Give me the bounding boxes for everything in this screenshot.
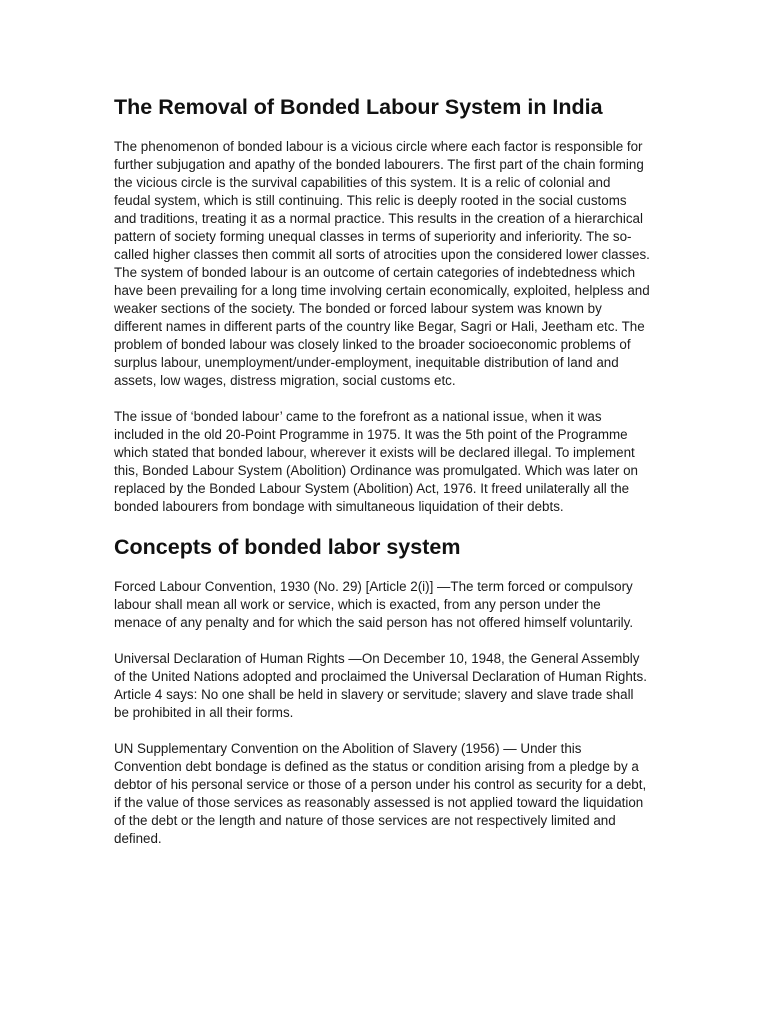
page-title: The Removal of Bonded Labour System in India [114, 95, 603, 119]
document-page [114, 94, 650, 866]
paragraph-un-supplementary-convention: UN Supplementary Convention on the Abolition of Slavery (1956) — Under this Convention debt bondage is defined as the status or condition arising from a pledge by a debtor of his personal service or those of a person under his control as security for a debt, if the value of those services as reasonably assessed is not applied toward the liquidation of the debt or the length and nature of those services are not respectively limited and defined. [114, 741, 647, 846]
section-heading: Concepts of bonded labor system [114, 535, 461, 559]
paragraph-udhr: Universal Declaration of Human Rights —On December 10, 1948, the General Assembly of the United Nations adopted and proclaimed the Universal Declaration of Human Rights. Article 4 says: No one shall be held in slavery or servitude; slavery and slave trade shall be prohibited in all their forms. [114, 651, 647, 720]
paragraph-forced-labour-convention: Forced Labour Convention, 1930 (No. 29) [Article 2(i)] —The term forced or compulsory labour shall mean all work or service, which is exacted, from any person under the menace of any penalty and for which the said person has not offered himself voluntarily. [114, 579, 634, 630]
paragraph-intro: The phenomenon of bonded labour is a vicious circle where each factor is responsible for further subjugation and apathy of the bonded labourers. The first part of the chain forming the vicious circle is the survival capabilities of this system. It is a relic of colonial and feudal system, which is still continuing. This relic is deeply rooted in the social customs and traditions, treating it as a normal practice. This results in the creation of a hierarchical pattern of society forming unequal classes in terms of superiority and inferiority. The so-called higher classes then commit all sorts of atrocities upon the considered lower classes. The system of bonded labour is an outcome of certain categories of indebtedness which have been prevailing for a long time involving certain economically, exploited, helpless and weaker sections of the society. The bonded or forced labour system was known by different names in different parts of the country like Begar, Sagri or Hali, Jeetham etc. The problem of bonded labour was closely linked to the broader socioeconomic problems of surplus labour, unemployment/under-employment, inequitable distribution of land and assets, low wages, distress migration, social customs etc. [114, 139, 650, 388]
paragraph-20-point-programme: The issue of ‘bonded labour’ came to the forefront as a national issue, when it was included in the old 20-Point Programme in 1975. It was the 5th point of the Programme which stated that bonded labour, wherever it exists will be declared illegal. To implement this, Bonded Labour System (Abolition) Ordinance was promulgated. Which was later on replaced by the Bonded Labour System (Abolition) Act, 1976. It freed unilaterally all the bonded labourers from bondage with simultaneous liquidation of their debts. [114, 409, 638, 514]
